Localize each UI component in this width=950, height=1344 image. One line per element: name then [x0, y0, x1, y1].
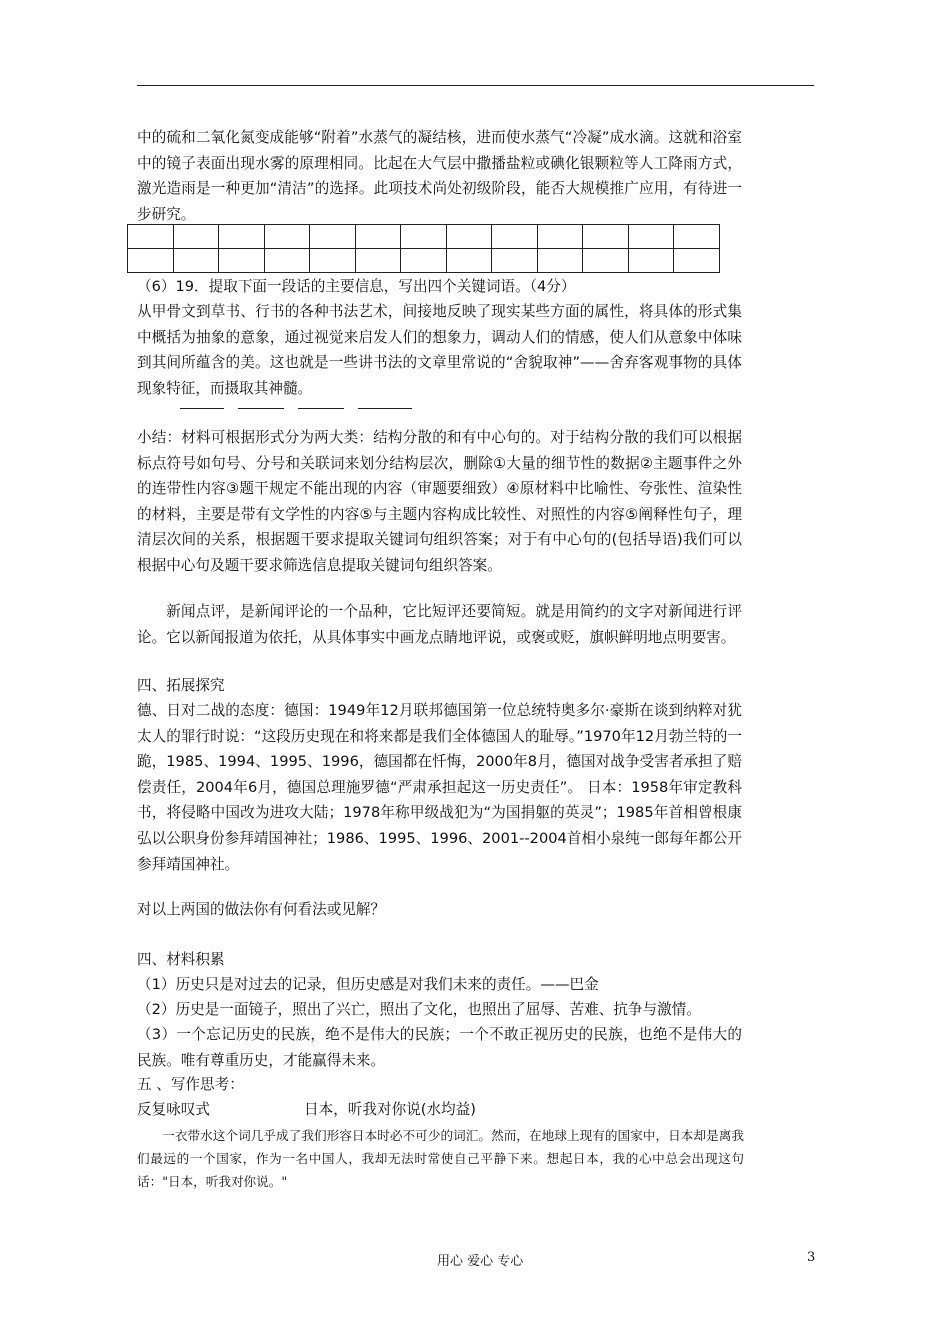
answer-cell[interactable] — [173, 225, 219, 249]
answer-grid-row — [128, 249, 720, 273]
question-19-passage: 从甲骨文到草书、行书的各种书法艺术，间接地反映了现实某些方面的属性，将具体的形式集中概括为抽象的意象，通过视觉来启发人们的想象力，调动人们的情感，使人们从意象中体味到其间所蕴含的美。这也就是一些讲书法的文章里常说的“舍貌取神”——舍弃客观事物的具体现象特征，而摄取其神髓。 — [137, 303, 742, 397]
material-item-1: （1）历史只是对过去的记录，但历史感是对我们未来的责任。——巴金 — [137, 976, 599, 993]
answer-cell[interactable] — [583, 249, 629, 273]
answer-cell[interactable] — [128, 249, 174, 273]
answer-cell[interactable] — [401, 225, 447, 249]
material-item-3: （3）一个忘记历史的民族，绝不是伟大的民族；一个不敢正视历史的民族，也绝不是伟大的民族。唯有尊重历史，才能赢得未来。 — [137, 1026, 742, 1069]
answer-cell[interactable] — [173, 249, 219, 273]
answer-cell[interactable] — [219, 249, 265, 273]
keyword-blank-2[interactable] — [238, 408, 284, 409]
answer-cell[interactable] — [628, 249, 674, 273]
explore-heading: 四、拓展探究 — [137, 677, 225, 694]
footer-motto: 用心 爱心 专心 — [437, 1254, 524, 1269]
answer-cell[interactable] — [355, 225, 401, 249]
answer-cell[interactable] — [674, 249, 720, 273]
summary-paragraph: 小结：材料可根据形式分为两大类：结构分散的和有中心句的。对于结构分散的我们可以根据标点符号如句号、分号和关联词来划分结构层次，删除①大量的细节性的数据②主题事件之外的连带性内容③题干规定不能出现的内容（审题要细致）④原材料中比喻性、夸张性、渲染性的材料，主要是带有文学性的内容⑤与主题内容构成比较性、对照性的内容⑤阐释性句子，理清层次间的关系，根据题干要求提取关键词句组织答案；对于有中心句的(包括导语)我们可以根据中心句及题干要求筛选信息提取关键词句组织答案。 — [137, 429, 742, 574]
answer-cell[interactable] — [219, 225, 265, 249]
explore-question: 对以上两国的做法你有何看法或见解？ — [137, 901, 386, 918]
page-number: 3 — [807, 1250, 816, 1265]
keyword-blank-4[interactable] — [358, 408, 412, 409]
answer-cell[interactable] — [264, 225, 310, 249]
material-item-2: （2）历史是一面镜子，照出了兴亡，照出了文化，也照出了屈辱、苦难、抗争与激情。 — [137, 1001, 701, 1018]
answer-cell[interactable] — [128, 225, 174, 249]
answer-cell[interactable] — [310, 225, 356, 249]
answer-cell[interactable] — [537, 249, 583, 273]
answer-cell[interactable] — [446, 225, 492, 249]
answer-cell[interactable] — [492, 249, 538, 273]
explore-body: 德、日对二战的态度：德国：1949年12月联邦德国第一位总统特奥多尔·豪斯在谈到纳粹对犹太人的罪行时说：“这段历史现在和将来都是我们全体德国人的耻辱。”1970年12月勃兰特的一跪，1985、1994、1995、1996，德国都在忏悔，2000年8月，德国对战争受害者承担了赔偿责任，2004年6月，德国总理施罗德“严肃承担起这一历史责任”。 日本：1958年审定教科书，将侵略中国改为进攻大陆；1978年称甲级战犯为“为国捐躯的英灵”；1985年首相曾根康弘以公职身份参拜靖国神社；1986、1995、1996、2001--2004首相小泉纯一郎每年都公开参拜靖国神社。 — [137, 702, 742, 873]
keyword-blanks — [180, 408, 412, 409]
answer-cell[interactable] — [537, 225, 583, 249]
answer-cell[interactable] — [674, 225, 720, 249]
answer-grid-row — [128, 225, 720, 249]
answer-cell[interactable] — [583, 225, 629, 249]
essay-excerpt: 一衣带水这个词几乎成了我们形容日本时必不可少的词汇。然而，在地球上现有的国家中，日本却是离我们最远的一个国家，作为一名中国人，我却无法时常使自己平静下来。想起日本，我的心中总会出现这句话："日本，听我对你说。" — [137, 1128, 744, 1189]
answer-cell[interactable] — [401, 249, 447, 273]
answer-cell[interactable] — [264, 249, 310, 273]
answer-cell[interactable] — [492, 225, 538, 249]
answer-cell[interactable] — [628, 225, 674, 249]
essay-title: 日本，听我对你说(水均益) — [304, 1101, 476, 1118]
keyword-blank-1[interactable] — [180, 408, 224, 409]
writing-style-label: 反复咏叹式 — [137, 1101, 210, 1118]
news-comment-paragraph: 新闻点评，是新闻评论的一个品种，它比短评还要简短。就是用简约的文字对新闻进行评论。它以新闻报道为依托，从具体事实中画龙点睛地评说，或褒或贬，旗帜鲜明地点明要害。 — [137, 603, 742, 646]
keyword-blank-3[interactable] — [298, 408, 344, 409]
answer-cell[interactable] — [310, 249, 356, 273]
passage-top: 中的硫和二氧化氮变成能够“附着”水蒸气的凝结核，进而使水蒸气“冷凝”成水滴。这就和浴室中的镜子表面出现水雾的原理相同。比起在大气层中撒播盐粒或碘化银颗粒等人工降雨方式，激光造雨是一种更加“清洁”的选择。此项技术尚处初级阶段，能否大规模推广应用，有待进一步研究。 — [137, 129, 742, 223]
answer-cell[interactable] — [446, 249, 492, 273]
writing-heading: 五 、写作思考： — [137, 1076, 244, 1093]
question-19-prompt: （6）19．提取下面一段话的主要信息，写出四个关键词语。（4分） — [137, 278, 576, 295]
answer-cell[interactable] — [355, 249, 401, 273]
header-rule — [137, 85, 814, 86]
answer-grid — [127, 224, 720, 273]
material-heading: 四、材料积累 — [137, 951, 225, 968]
